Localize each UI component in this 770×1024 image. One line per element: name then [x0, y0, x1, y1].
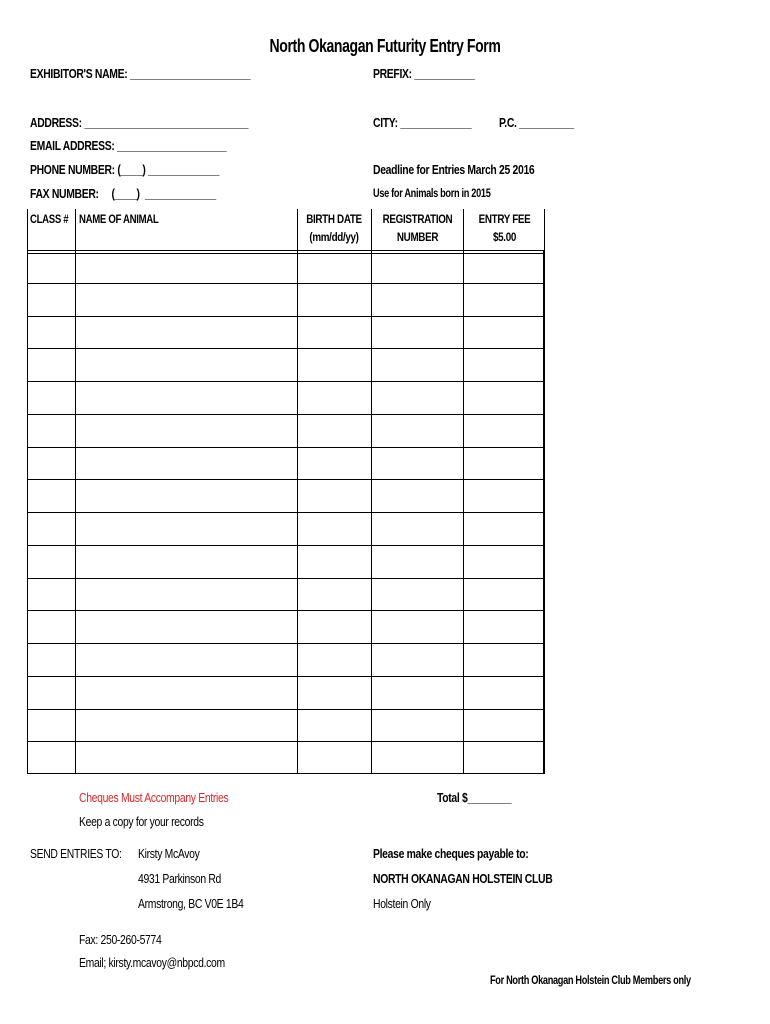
send-entries-label: SEND ENTRIES TO: — [30, 846, 122, 861]
header-animal-name: NAME OF ANIMAL — [79, 212, 159, 226]
table-row[interactable] — [27, 545, 545, 578]
born-note: Use for Animals born in 2015 — [373, 188, 491, 200]
header-birth-date-label: BIRTH DATE — [306, 212, 362, 226]
table-row[interactable] — [27, 414, 545, 447]
cheques-notice: Cheques Must Accompany Entries — [79, 790, 229, 805]
exhibitor-name-field[interactable]: EXHIBITOR'S NAME: ______________________ — [30, 66, 251, 81]
members-only-note: For North Okanagan Holstein Club Members only — [490, 975, 691, 987]
header-divider — [27, 253, 545, 254]
postal-code-field[interactable]: P.C. __________ — [499, 115, 574, 130]
table-row[interactable] — [27, 348, 545, 381]
table-row[interactable] — [27, 250, 545, 283]
address-field[interactable]: ADDRESS: ______________________________ — [30, 115, 249, 130]
header-entry-fee — [471, 210, 537, 246]
table-row[interactable] — [27, 512, 545, 545]
table-row[interactable] — [27, 381, 545, 414]
prefix-field[interactable]: PREFIX: ___________ — [373, 66, 475, 81]
table-row[interactable] — [27, 676, 545, 709]
send-name: Kirsty McAvoy — [138, 846, 200, 861]
fax-contact: Fax: 250-260-5774 — [79, 932, 162, 947]
email-address-field[interactable]: EMAIL ADDRESS: ____________________ — [30, 138, 227, 153]
table-row[interactable] — [27, 610, 545, 643]
page-title: North Okanagan Futurity Entry Form — [269, 36, 501, 56]
phone-number-field[interactable]: PHONE NUMBER: (____) _____________ — [30, 162, 220, 177]
send-city: Armstrong, BC V0E 1B4 — [138, 896, 244, 911]
header-birth-date-format: (mm/dd/yy) — [309, 230, 359, 244]
fax-number-field[interactable]: FAX NUMBER: (____) _____________ — [30, 186, 216, 201]
payable-label: Please make cheques payable to: — [373, 846, 529, 861]
send-street: 4931 Parkinson Rd — [138, 871, 222, 886]
entry-deadline: Deadline for Entries March 25 2016 — [373, 162, 535, 177]
header-registration-label: REGISTRATION — [382, 212, 453, 226]
holstein-only: Holstein Only — [373, 896, 431, 911]
table-row[interactable] — [27, 316, 545, 349]
payable-to: NORTH OKANAGAN HOLSTEIN CLUB — [373, 871, 553, 886]
header-entry-fee-label: ENTRY FEE — [478, 212, 531, 226]
table-row[interactable] — [27, 283, 545, 316]
table-row[interactable] — [27, 741, 545, 774]
total-field[interactable]: Total $________ — [437, 790, 512, 805]
header-registration-number: NUMBER — [396, 230, 439, 244]
table-row[interactable] — [27, 578, 545, 611]
table-row[interactable] — [27, 643, 545, 676]
keep-copy-note: Keep a copy for your records — [79, 814, 204, 829]
header-birth-date — [304, 210, 365, 246]
city-field[interactable]: CITY: _____________ — [373, 115, 472, 130]
table-row[interactable] — [27, 447, 545, 480]
table-row[interactable] — [27, 709, 545, 742]
table-row[interactable] — [27, 479, 545, 512]
header-registration — [380, 210, 455, 246]
header-class: CLASS # — [30, 212, 69, 226]
email-contact: Email; kirsty.mcavoy@nbpcd.com — [79, 955, 225, 970]
header-entry-fee-amount: $5.00 — [493, 230, 516, 244]
